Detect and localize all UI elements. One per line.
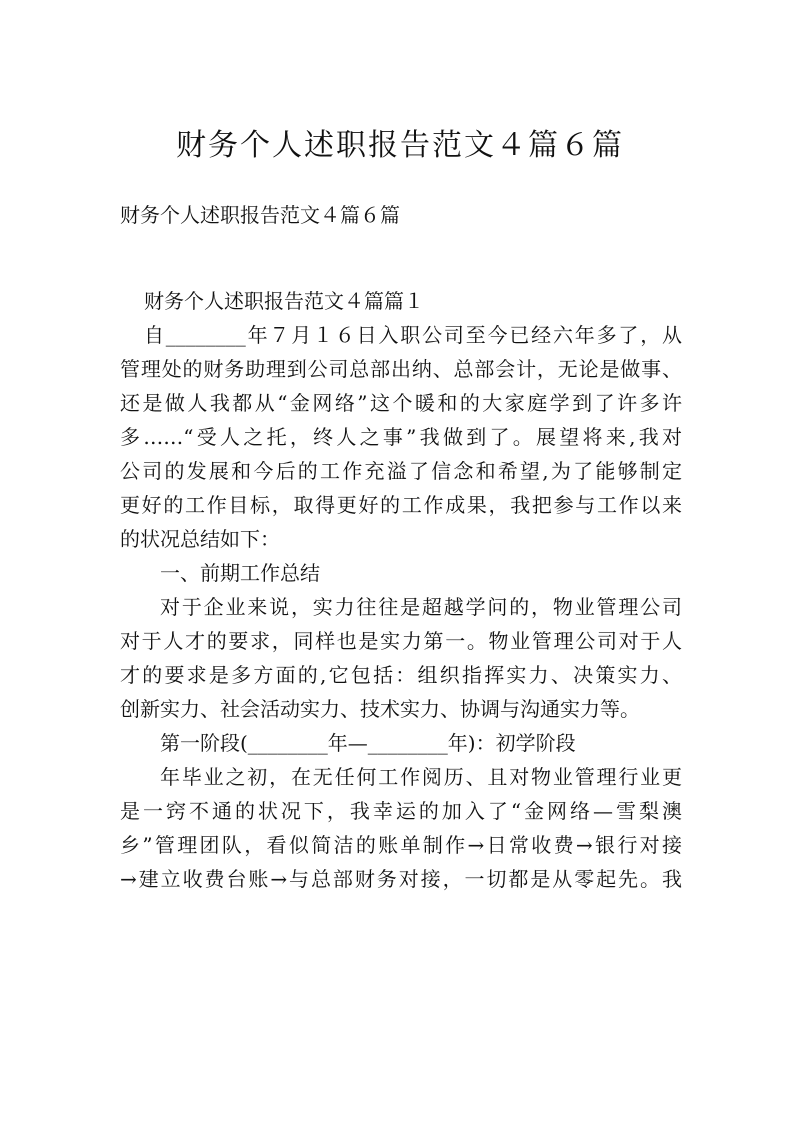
body-line: 管理处的财务助理到公司总部出纳、总部会计，无论是做事、 [120,357,682,381]
body-line: 才的要求是多方面的,它包括：组织指挥实力、决策实力、 [120,663,682,687]
body-line: 还是做人我都从“金网络”这个暖和的大家庭学到了许多许 [120,391,682,415]
body-line: 对于企业来说，实力往往是超越学问的，物业管理公司 [160,595,682,619]
body-line: 多……“受人之托，终人之事”我做到了。展望将来,我对 [120,425,682,449]
section-heading: 一、前期工作总结 [160,561,320,585]
body-line: →建立收费台账→与总部财务对接，一切都是从零起先。我 [120,867,682,891]
document-subtitle: 财务个人述职报告范文４篇６篇 [120,203,400,227]
section-heading: 财务个人述职报告范文４篇篇１ [144,289,424,313]
body-line: 自________年７月１６日入职公司至今已经六年多了，从 [144,323,682,347]
body-line: 公司的发展和今后的工作充溢了信念和希望,为了能够制定 [120,459,682,483]
body-line: 创新实力、社会活动实力、技术实力、协调与沟通实力等。 [120,697,640,721]
body-line: 是一窍不通的状况下，我幸运的加入了“金网络—雪梨澳 [120,799,682,823]
section-heading: 第一阶段(________年—________年)：初学阶段 [160,731,576,755]
body-line: 的状况总结如下： [120,527,280,551]
body-line: 对于人才的要求，同样也是实力第一。物业管理公司对于人 [120,629,682,653]
body-line: 乡”管理团队，看似简洁的账单制作→日常收费→银行对接 [120,833,682,857]
document-body [120,284,682,896]
document-title: 财务个人述职报告范文４篇６篇 [176,128,624,163]
body-line: 年毕业之初，在无任何工作阅历、且对物业管理行业更 [160,765,682,789]
body-line: 更好的工作目标，取得更好的工作成果，我把参与工作以来 [120,493,682,517]
